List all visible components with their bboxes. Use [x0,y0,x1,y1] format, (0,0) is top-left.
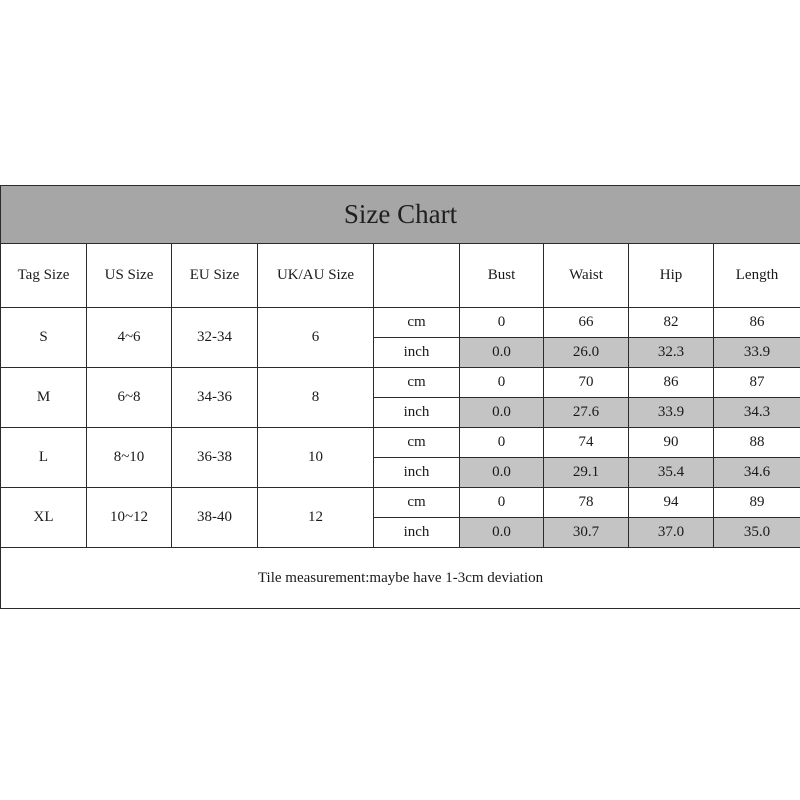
us-size-cell: 4~6 [87,308,172,368]
size-chart [0,185,800,609]
hip-cell: 32.3 [629,338,714,368]
us-size-cell: 10~12 [87,488,172,548]
header-waist: Waist [544,244,629,308]
hip-cell: 94 [629,488,714,518]
length-cell: 88 [714,428,800,458]
table-row-cm [1,428,800,458]
bust-cell: 0.0 [460,338,544,368]
header-hip: Hip [629,244,714,308]
length-cell: 87 [714,368,800,398]
header-row [1,244,800,308]
length-cell: 35.0 [714,518,800,548]
waist-cell: 66 [544,308,629,338]
table-row-cm [1,368,800,398]
chart-title: Size Chart [1,186,800,244]
waist-cell: 70 [544,368,629,398]
bust-cell: 0.0 [460,518,544,548]
hip-cell: 86 [629,368,714,398]
waist-cell: 74 [544,428,629,458]
tag-size-cell: L [1,428,87,488]
unit-cell: cm [374,308,460,338]
waist-cell: 29.1 [544,458,629,488]
bust-cell: 0 [460,428,544,458]
bust-cell: 0.0 [460,398,544,428]
tag-size-cell: S [1,308,87,368]
eu-size-cell: 38-40 [172,488,258,548]
unit-cell: inch [374,338,460,368]
waist-cell: 78 [544,488,629,518]
length-cell: 34.6 [714,458,800,488]
length-cell: 86 [714,308,800,338]
length-cell: 89 [714,488,800,518]
header-unit [374,244,460,308]
measurement-note: Tile measurement:maybe have 1-3cm deviation [1,548,800,609]
us-size-cell: 8~10 [87,428,172,488]
eu-size-cell: 34-36 [172,368,258,428]
table-row-cm [1,488,800,518]
uk-au-size-cell: 6 [258,308,374,368]
bust-cell: 0.0 [460,458,544,488]
unit-cell: cm [374,488,460,518]
hip-cell: 33.9 [629,398,714,428]
header-tag-size: Tag Size [1,244,87,308]
eu-size-cell: 36-38 [172,428,258,488]
us-size-cell: 6~8 [87,368,172,428]
eu-size-cell: 32-34 [172,308,258,368]
hip-cell: 82 [629,308,714,338]
tag-size-cell: M [1,368,87,428]
uk-au-size-cell: 8 [258,368,374,428]
bust-cell: 0 [460,308,544,338]
header-length: Length [714,244,800,308]
table-row-cm [1,308,800,338]
header-uk-au-size: UK/AU Size [258,244,374,308]
length-cell: 34.3 [714,398,800,428]
uk-au-size-cell: 12 [258,488,374,548]
tag-size-cell: XL [1,488,87,548]
unit-cell: inch [374,458,460,488]
unit-cell: cm [374,428,460,458]
waist-cell: 27.6 [544,398,629,428]
unit-cell: inch [374,518,460,548]
length-cell: 33.9 [714,338,800,368]
bust-cell: 0 [460,368,544,398]
header-us-size: US Size [87,244,172,308]
waist-cell: 26.0 [544,338,629,368]
uk-au-size-cell: 10 [258,428,374,488]
hip-cell: 37.0 [629,518,714,548]
note-row [1,548,800,609]
unit-cell: inch [374,398,460,428]
header-bust: Bust [460,244,544,308]
hip-cell: 35.4 [629,458,714,488]
bust-cell: 0 [460,488,544,518]
hip-cell: 90 [629,428,714,458]
waist-cell: 30.7 [544,518,629,548]
header-eu-size: EU Size [172,244,258,308]
unit-cell: cm [374,368,460,398]
size-chart-table [0,185,800,609]
